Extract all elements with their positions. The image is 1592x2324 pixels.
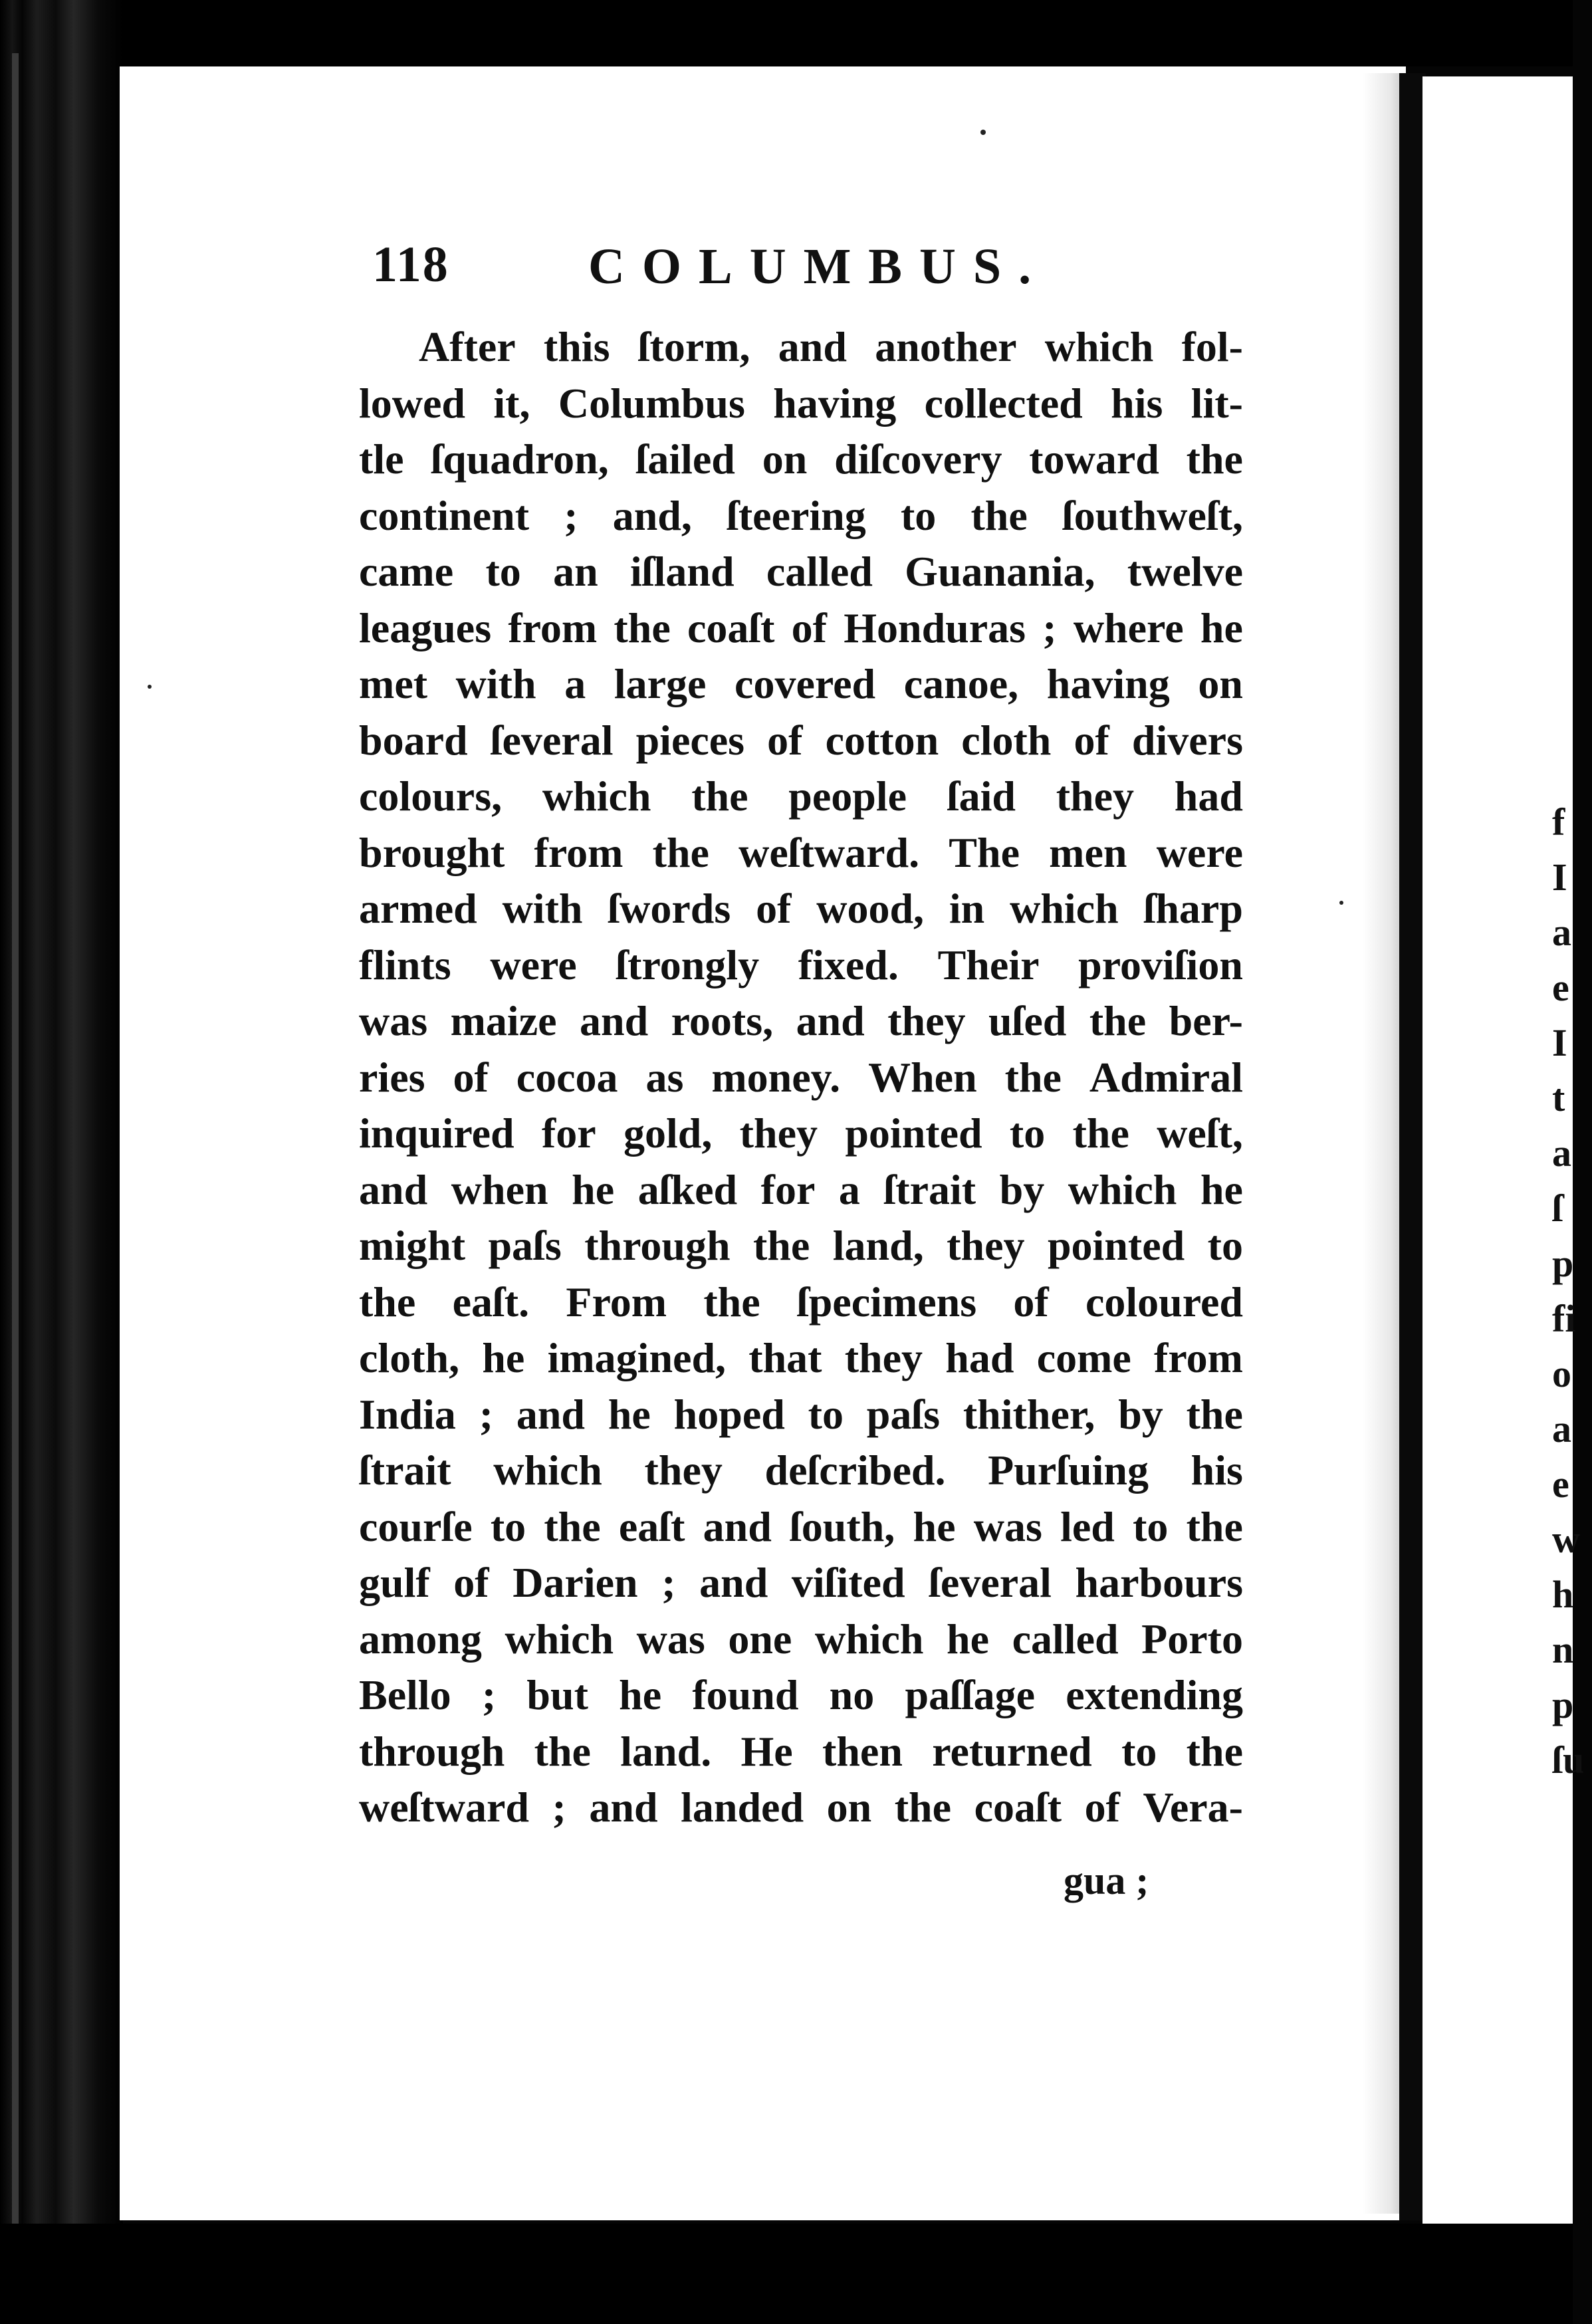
word: of: [453, 1559, 489, 1606]
word: ;: [661, 1559, 676, 1606]
text-line: [359, 713, 1243, 769]
text-line: [359, 1667, 1243, 1724]
word: led: [1060, 1502, 1115, 1550]
word: Honduras: [844, 604, 1026, 651]
word: from: [534, 828, 624, 876]
word: his: [1191, 1447, 1243, 1494]
word: and: [579, 997, 649, 1044]
word: and: [796, 997, 865, 1044]
word: of: [453, 1053, 489, 1101]
text-line: [359, 1218, 1243, 1274]
word: they: [644, 1447, 723, 1494]
binding-edge-line: [12, 53, 19, 2247]
facing-page-letter: n: [1552, 1628, 1574, 1671]
word: Columbus: [558, 379, 745, 427]
word: eaſt: [618, 1502, 685, 1550]
word: ſwords: [608, 885, 731, 932]
word: twelve: [1127, 548, 1243, 595]
page-gutter: [1399, 73, 1426, 2220]
word: roots,: [671, 997, 774, 1044]
word: which: [1010, 885, 1119, 932]
word: it,: [493, 379, 530, 427]
word: cocoa: [516, 1053, 618, 1101]
word: where: [1073, 604, 1184, 651]
word: fol-: [1181, 323, 1243, 370]
word: aſked: [637, 1165, 738, 1213]
word: were: [1156, 828, 1243, 876]
facing-page: [1422, 76, 1585, 2224]
text-line: [359, 1274, 1243, 1331]
word: to: [485, 548, 521, 595]
text-line: [359, 1330, 1243, 1387]
word: leagues: [359, 604, 492, 651]
word: which: [1068, 1165, 1177, 1213]
word: lowed: [359, 379, 465, 427]
text-line: [359, 1050, 1243, 1106]
word: come: [1036, 1334, 1131, 1381]
text-line: [359, 1105, 1243, 1162]
word: coaſt: [974, 1784, 1062, 1831]
catchword: gua ;: [1064, 1859, 1149, 1903]
word: iſland: [630, 548, 735, 595]
word: when: [451, 1165, 548, 1213]
word: the: [359, 1278, 416, 1326]
word: had: [1174, 772, 1243, 820]
word: From: [566, 1278, 667, 1326]
word: the: [1089, 997, 1147, 1044]
word: to: [808, 1390, 844, 1438]
word: uſed: [988, 997, 1067, 1044]
word: ſharp: [1143, 885, 1243, 932]
facing-page-letter: p: [1552, 1683, 1574, 1726]
facing-page-letter: a: [1552, 911, 1571, 954]
word: was: [973, 1502, 1042, 1550]
word: the: [614, 604, 671, 651]
word: and: [359, 1165, 428, 1213]
word: ſteering: [727, 491, 866, 539]
text-line: [359, 993, 1243, 1050]
word: which: [542, 772, 651, 820]
word: found: [692, 1671, 799, 1718]
facing-page-letter: e: [1552, 966, 1569, 1009]
word: one: [728, 1615, 792, 1663]
body-text: [359, 319, 1243, 1836]
word: ſtorm,: [637, 323, 750, 370]
word: coloured: [1085, 1278, 1243, 1326]
word: they: [947, 1222, 1025, 1269]
facing-page-letter: o: [1552, 1352, 1571, 1395]
word: thither,: [963, 1390, 1095, 1438]
facing-page-text-fragment: [1552, 794, 1592, 1788]
word: might: [359, 1222, 465, 1269]
word: tle: [359, 435, 404, 483]
word: a: [838, 1165, 860, 1213]
word: to: [1121, 1727, 1157, 1775]
word: was: [636, 1615, 705, 1663]
word: cloth: [961, 716, 1052, 764]
word: called: [766, 548, 873, 595]
word: Vera-: [1143, 1784, 1243, 1831]
scan-bottom-border: [0, 2224, 1573, 2324]
word: that: [748, 1334, 822, 1381]
word: of: [767, 716, 803, 764]
word: Purſuing: [988, 1447, 1149, 1494]
word: as: [645, 1053, 684, 1101]
word: cloth,: [359, 1334, 460, 1381]
text-line: [359, 1499, 1243, 1556]
scan-speck: [980, 130, 986, 135]
word: ſeveral: [490, 716, 614, 764]
word: fixed.: [798, 941, 899, 988]
word: weſtward.: [739, 828, 920, 876]
word: and: [589, 1784, 658, 1831]
facing-page-letter: ſ: [1552, 1187, 1563, 1230]
word: which: [505, 1615, 614, 1663]
word: the: [544, 1502, 601, 1550]
facing-page-letter: h: [1552, 1573, 1574, 1616]
text-line: [359, 1611, 1243, 1668]
word: through: [584, 1222, 731, 1269]
word: were: [490, 941, 577, 988]
word: pointed: [1047, 1222, 1185, 1269]
text-line: [359, 1724, 1243, 1780]
word: he: [482, 1334, 525, 1381]
word: of: [1074, 716, 1109, 764]
word: among: [359, 1615, 482, 1663]
word: gold,: [623, 1109, 713, 1157]
word: to: [1133, 1502, 1169, 1550]
word: an: [553, 548, 598, 595]
word: pieces: [635, 716, 745, 764]
word: ſeveral: [929, 1559, 1052, 1606]
text-line: [359, 937, 1243, 994]
facing-page-letter: I: [1552, 1021, 1567, 1064]
word: having: [1046, 660, 1170, 707]
scan-speck: [1339, 901, 1343, 905]
word: he: [913, 1502, 956, 1550]
word: called: [1012, 1615, 1119, 1663]
word: divers: [1131, 716, 1243, 764]
facing-page-letter: a: [1552, 1407, 1571, 1451]
word: he: [572, 1165, 615, 1213]
text-line: [359, 431, 1243, 488]
word: he: [947, 1615, 990, 1663]
word: having: [773, 379, 897, 427]
word: of: [1084, 1784, 1120, 1831]
word: weſtward: [359, 1784, 529, 1831]
word: ſquadron,: [431, 435, 609, 483]
word: of: [791, 604, 827, 651]
word: which: [1044, 323, 1154, 370]
word: ;: [479, 1390, 493, 1438]
word: in: [949, 885, 985, 932]
word: the: [1186, 1390, 1243, 1438]
word: pointed: [845, 1109, 982, 1157]
word: continent: [359, 491, 529, 539]
word: they: [1056, 772, 1134, 820]
text-line: [359, 376, 1243, 432]
word: the: [1186, 1502, 1243, 1550]
facing-page-letter: t: [1552, 1076, 1565, 1119]
word: inquired: [359, 1109, 514, 1157]
word: ſailed: [635, 435, 735, 483]
word: deſcribed.: [764, 1447, 946, 1494]
word: the: [534, 1727, 591, 1775]
word: another: [875, 323, 1017, 370]
word: harbours: [1075, 1559, 1243, 1606]
text-line: [359, 1780, 1243, 1836]
word: but: [526, 1671, 588, 1718]
word: ries: [359, 1053, 425, 1101]
word: cotton: [825, 716, 939, 764]
word: which: [814, 1615, 924, 1663]
word: paſs: [488, 1222, 562, 1269]
word: returned: [932, 1727, 1092, 1775]
word: met: [359, 660, 428, 707]
word: ;: [552, 1784, 566, 1831]
word: large: [614, 660, 707, 707]
word: coaſt: [687, 604, 775, 651]
word: weſt,: [1157, 1109, 1243, 1157]
word: a: [564, 660, 586, 707]
word: ;: [1042, 604, 1057, 651]
word: maize: [450, 997, 557, 1044]
word: by: [1118, 1390, 1163, 1438]
facing-page-letter: f: [1552, 800, 1565, 844]
word: the: [652, 828, 709, 876]
facing-page-letter: a: [1552, 1131, 1571, 1175]
word: toward: [1029, 435, 1159, 483]
word: ſtrongly: [616, 941, 760, 988]
facing-page-letter: ſu: [1552, 1738, 1585, 1782]
word: and,: [612, 491, 692, 539]
word: land,: [832, 1222, 924, 1269]
word: colours,: [359, 772, 503, 820]
word: no: [829, 1671, 875, 1718]
word: on: [826, 1784, 872, 1831]
word: He: [740, 1727, 793, 1775]
word: covered: [735, 660, 876, 707]
word: ſouthweſt,: [1062, 491, 1243, 539]
word: Their: [937, 941, 1040, 988]
word: Porto: [1141, 1615, 1243, 1663]
word: diſcovery: [834, 435, 1002, 483]
text-line: [359, 319, 1243, 376]
word: the: [970, 491, 1028, 539]
word: wood,: [816, 885, 925, 932]
word: through: [359, 1727, 505, 1775]
facing-page-letter: fi: [1552, 1297, 1576, 1340]
word: extending: [1066, 1671, 1243, 1718]
word: and: [516, 1390, 585, 1438]
word: proviſion: [1078, 941, 1243, 988]
word: land.: [620, 1727, 712, 1775]
word: on: [1198, 660, 1243, 707]
word: for: [760, 1165, 816, 1213]
text-line: [359, 1387, 1243, 1443]
word: Darien: [512, 1559, 638, 1606]
word: they: [887, 997, 966, 1044]
word: ſaid: [947, 772, 1016, 820]
word: they: [739, 1109, 818, 1157]
word: armed: [359, 885, 477, 932]
word: the: [703, 1278, 760, 1326]
text-line: [359, 1162, 1243, 1219]
word: landed: [681, 1784, 804, 1831]
word: was: [359, 997, 428, 1044]
word: flints: [359, 941, 451, 988]
text-line: [359, 768, 1243, 825]
word: to: [1207, 1222, 1243, 1269]
running-head: COLUMBUS.: [588, 239, 1049, 294]
word: he: [1200, 604, 1243, 651]
scan-speck: [148, 685, 152, 689]
word: to: [490, 1502, 526, 1550]
word: people: [788, 772, 907, 820]
word: ſtrait: [883, 1165, 976, 1213]
word: the: [752, 1222, 810, 1269]
word: he: [608, 1390, 651, 1438]
word: came: [359, 548, 454, 595]
word: board: [359, 716, 468, 764]
word: eaſt.: [452, 1278, 530, 1326]
word: the: [1186, 435, 1243, 483]
word: India: [359, 1390, 456, 1438]
scan-top-border: [0, 0, 1573, 66]
facing-page-letter: I: [1552, 856, 1567, 899]
word: Guanania,: [905, 548, 1095, 595]
facing-page-letter: w: [1552, 1518, 1580, 1561]
word: by: [999, 1165, 1045, 1213]
word: he: [619, 1671, 662, 1718]
word: with: [455, 660, 536, 707]
word: Bello: [359, 1671, 451, 1718]
word: canoe,: [903, 660, 1019, 707]
word: had: [945, 1334, 1014, 1381]
text-line: [359, 544, 1243, 600]
word: hoped: [673, 1390, 785, 1438]
word: the: [1186, 1727, 1243, 1775]
facing-page-letter: p: [1552, 1242, 1574, 1285]
word: ber-: [1169, 997, 1243, 1044]
word: gulf: [359, 1559, 430, 1606]
word: which: [493, 1447, 602, 1494]
text-line: [359, 1555, 1243, 1611]
word: of: [1013, 1278, 1049, 1326]
word: from: [508, 604, 598, 651]
word: his: [1111, 379, 1163, 427]
text-line: [359, 488, 1243, 544]
word: paſſage: [905, 1671, 1036, 1718]
word: with: [502, 885, 583, 932]
word: the: [894, 1784, 952, 1831]
word: they: [844, 1334, 923, 1381]
word: The: [949, 828, 1020, 876]
word: ;: [481, 1671, 497, 1718]
word: then: [822, 1727, 903, 1775]
word: this: [543, 323, 610, 370]
word: ;: [564, 491, 578, 539]
word: for: [541, 1109, 596, 1157]
facing-page-letter: e: [1552, 1462, 1569, 1506]
word: When: [868, 1053, 977, 1101]
word: collected: [924, 379, 1083, 427]
word: on: [762, 435, 808, 483]
word: money.: [711, 1053, 841, 1101]
word: from: [1154, 1334, 1243, 1381]
word: and: [778, 323, 847, 370]
word: and: [699, 1559, 768, 1606]
word: Admiral: [1089, 1053, 1243, 1101]
word: he: [1200, 1165, 1243, 1213]
book-binding: [0, 0, 123, 2324]
word: paſs: [866, 1390, 941, 1438]
word: the: [1004, 1053, 1062, 1101]
word: of: [756, 885, 792, 932]
word: men: [1049, 828, 1127, 876]
word: viſited: [791, 1559, 905, 1606]
word: to: [1009, 1109, 1046, 1157]
word: the: [1072, 1109, 1129, 1157]
word: brought: [359, 828, 505, 876]
word: ſpecimens: [796, 1278, 977, 1326]
word: lit-: [1191, 379, 1243, 427]
word: to: [900, 491, 937, 539]
word: ſtrait: [359, 1447, 451, 1494]
page-number: 118: [372, 237, 449, 292]
word: ſouth,: [790, 1502, 895, 1550]
word: After: [419, 323, 516, 370]
text-line: [359, 825, 1243, 881]
word: the: [691, 772, 748, 820]
word: courſe: [359, 1502, 473, 1550]
word: and: [703, 1502, 772, 1550]
word: imagined,: [547, 1334, 727, 1381]
text-line: [359, 600, 1243, 657]
text-line: [359, 656, 1243, 713]
text-line: [359, 1443, 1243, 1499]
text-line: [359, 881, 1243, 937]
